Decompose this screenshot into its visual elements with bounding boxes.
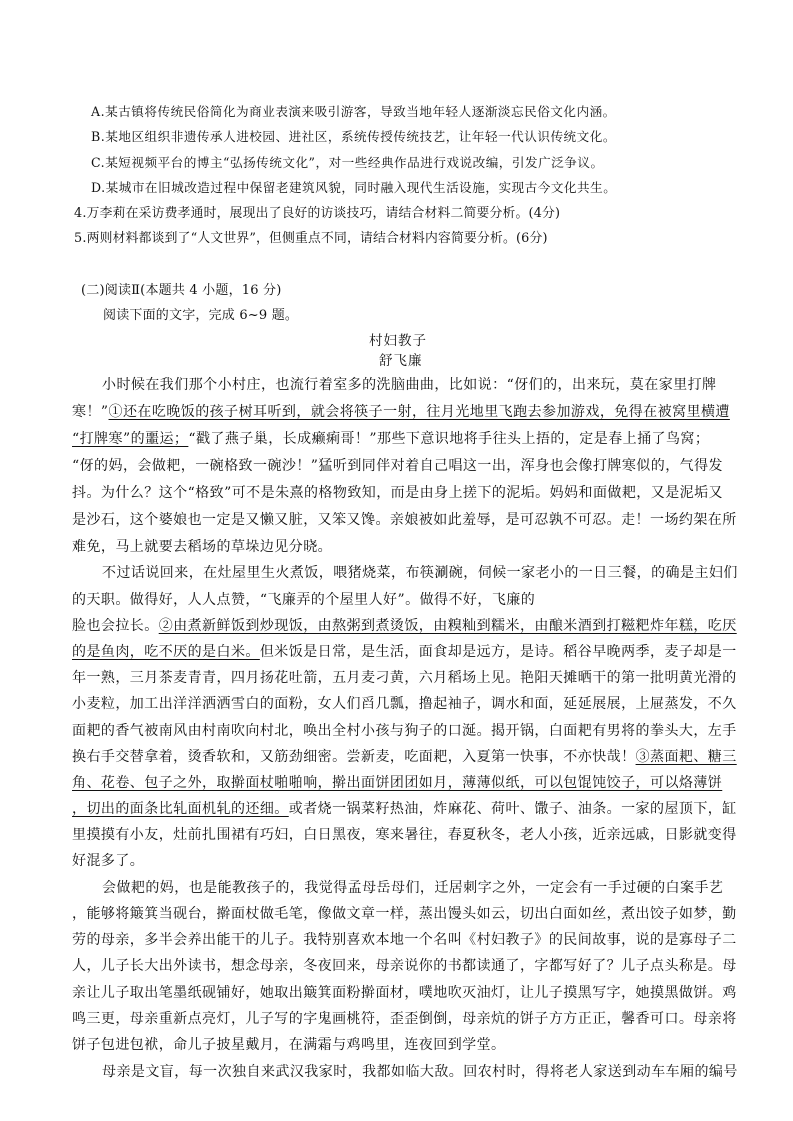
underlined-sentence-1-end: “打牌寒”的噩运；	[72, 431, 189, 447]
p2-text: 换右手交替拿着，烫香软和，又筋劲细密。尝新麦，吃面耙，入夏第一快事，不亦快哉！	[72, 749, 636, 765]
p1-text: 寒！”	[72, 404, 109, 420]
p4-line-1: 母亲是文盲，每一次独自来武汉我家时，我都如临大敌。回农村时，得将老人家送到动车车厢的编号	[102, 1064, 738, 1080]
p1-line-4: “伢的妈，会做耙，一碗格致一碗沙！”猛听到同伴对着自己唱这一出，浑身也会像打牌寒似的，气得发	[72, 458, 724, 474]
p1-line-5: 抖。为什么？这个“格致”可不是朱熹的格物致知，而是由身上搓下的泥垢。妈妈和面做耙，又是泥垢又	[72, 485, 724, 501]
p3-line-2: ，能够将簸箕当砚台，擀面杖做毛笔，像做文章一样，蒸出馒头如云，切出白面如丝，煮出饺子如梦，勤	[72, 906, 737, 922]
p2-text: 或者烧一锅菜籽热油，炸麻花、荷叶、馓子、油条。一家的屋顶下，缸	[288, 801, 737, 817]
underlined-sentence-3-mid: 角、花卷、包子之外，取擀面杖啪啪响，擀出面饼团团如月，薄薄似纸，可以包馄饨饺子，可以烙薄饼	[72, 775, 723, 791]
p3-line-1: 会做耙的妈，也是能教孩子的，我觉得孟母岳母们，迁居刺字之外，一定会有一手过硬的白案手艺	[102, 880, 724, 896]
p2-line-4	[72, 643, 737, 661]
underlined-sentence-3: ③蒸面耙、糖三	[635, 749, 737, 765]
option-a: A.某古镇将传统民俗简化为商业表演来吸引游客，导致当地年轻人逐渐淡忘民俗文化内涵。	[91, 104, 616, 119]
p2-line-11: 里摸摸有小友，灶前扎围裙有巧妇，白日黑夜，寒来暑往，春夏秋冬，老人小孩，近亲远戚，日影就变得	[72, 827, 737, 843]
underlined-sentence-1: ①还在吃晚饭的孩子树耳听到，就会将筷子一射，往月光地里飞跑去参加游戏，免得在被窝里横遭	[108, 404, 730, 420]
p2-line-8	[72, 748, 737, 766]
option-b: B.某地区组织非遗传承人进校园、进社区，系统传授传统技艺，让年轻一代认识传统文化。	[91, 129, 616, 144]
p3-line-6: 鸣三更，母亲重新点亮灯，儿子写的字鬼画桃符，歪歪倒倒，母亲炕的饼子方方正正，馨香可口。母亲将	[72, 1011, 737, 1027]
option-d: D.某城市在旧城改造过程中保留老建筑风貌，同时融入现代生活设施，实现古今文化共生。	[91, 180, 617, 195]
p2-text: 但米饭是日常，是生活，面食却是远方，是诗。稻谷早晚两季，麦子却是一	[259, 644, 737, 660]
p2-line-3	[72, 617, 737, 635]
p2-line-12: 好混多了。	[72, 853, 145, 869]
question-5: 5.两则材料都谈到了“人文世界”，但侧重点不同，请结合材料内容简要分析。(6分)	[74, 231, 548, 246]
p2-text: 脸也会拉长。	[72, 618, 159, 634]
passage-author: 舒飞廉	[379, 353, 423, 369]
p3-line-7: 饼子包进包袱，命儿子披星戴月，在满霜与鸡鸣里，连夜回到学堂。	[72, 1037, 506, 1053]
p3-line-3: 劳的母亲，多半会养出能干的儿子。我特别喜欢本地一个名叫《村妇教子》的民间故事，说的是寡母子二	[72, 932, 737, 948]
p1-line-7: 难免，马上就要去稻场的草垛边见分晓。	[72, 539, 333, 555]
p3-line-4: 人，儿子长大出外读书，想念母亲，冬夜回来，母亲说你的书都读通了，字都写好了？儿子点头称是。母	[72, 958, 737, 974]
p1-line-1: 小时候在我们那个小村庄，也流行着室多的洗脑曲曲，比如说：“伢们的，出来玩，莫在家里打牌	[102, 377, 717, 393]
question-4: 4.万李莉在采访费孝通时，展现出了良好的访谈技巧，请结合材料二简要分析。(4分)	[74, 206, 561, 221]
p1-line-2	[72, 403, 730, 421]
underlined-sentence-2-end: 的是鱼肉，吃不厌的是白米。	[72, 644, 260, 660]
p1-text: “戳了燕子巢，长成癞痢哥！”那些下意识地将手往头上捂的，定是春上捅了鸟窝；	[188, 431, 710, 447]
section-instruction: 阅读下面的文字，完成 6~9 题。	[103, 308, 299, 323]
section-heading: (二)阅读Ⅱ(本题共 4 小题，16 分)	[81, 283, 282, 298]
passage-title: 村妇教子	[369, 333, 427, 349]
p2-line-1: 不过话说回来，在灶屋里生火煮饭，喂猪烧菜，布筷涮碗，伺候一家老小的一日三餐，的确是主妇们	[102, 565, 738, 581]
p3-line-5: 亲让儿子取出笔墨纸砚铺好，她取出簸箕面粉擀面材，噗地吹灭油灯，让儿子摸黑写字，她摸黑做饼。鸡	[72, 985, 737, 1001]
p2-line-2: 的天职。做得好，人人点赞，“飞廉弄的个屋里人好”。做得不好，飞廉的	[72, 592, 536, 608]
p1-line-3	[72, 430, 709, 448]
p2-line-6: 小麦粒，加工出洋洋洒洒雪白的面粉，女人们舀几瓢，撸起袖子，调水和面，延延展展，上屉蒸发，不久	[72, 696, 737, 712]
option-c: C.某短视频平台的博主“弘扬传统文化”，对一些经典作品进行戏说改编，引发广泛争议。	[91, 155, 604, 170]
p2-line-5: 年一熟，三月茶麦青青，四月扬花吐箭，五月麦刁黄，六月稻场上见。艳阳天摊晒干的第一批明黄光滑的	[72, 670, 737, 686]
p2-line-10	[72, 800, 737, 818]
underlined-sentence-2: ②由煮新鲜饭到炒现饭，由熬粥到煮烫饭，由糗籼到糯米，由酿米酒到打糍粑炸年糕，吃厌	[158, 618, 737, 634]
underlined-sentence-3-end: ，切出的面条比轧面机轧的还细。	[72, 801, 289, 817]
p2-line-7: 面耙的香气被南风由村南吹向村北，唤出全村小孩与狗子的口涎。揭开锅，白面耙有男将的拳头大，左手	[72, 723, 737, 739]
p2-line-9	[72, 774, 722, 792]
p1-line-6: 是沙石，这个婆娘也一定是又懒又脏，又笨又馋。亲娘被如此羞辱，是可忍孰不可忍。走！一场约架在所	[72, 512, 737, 528]
